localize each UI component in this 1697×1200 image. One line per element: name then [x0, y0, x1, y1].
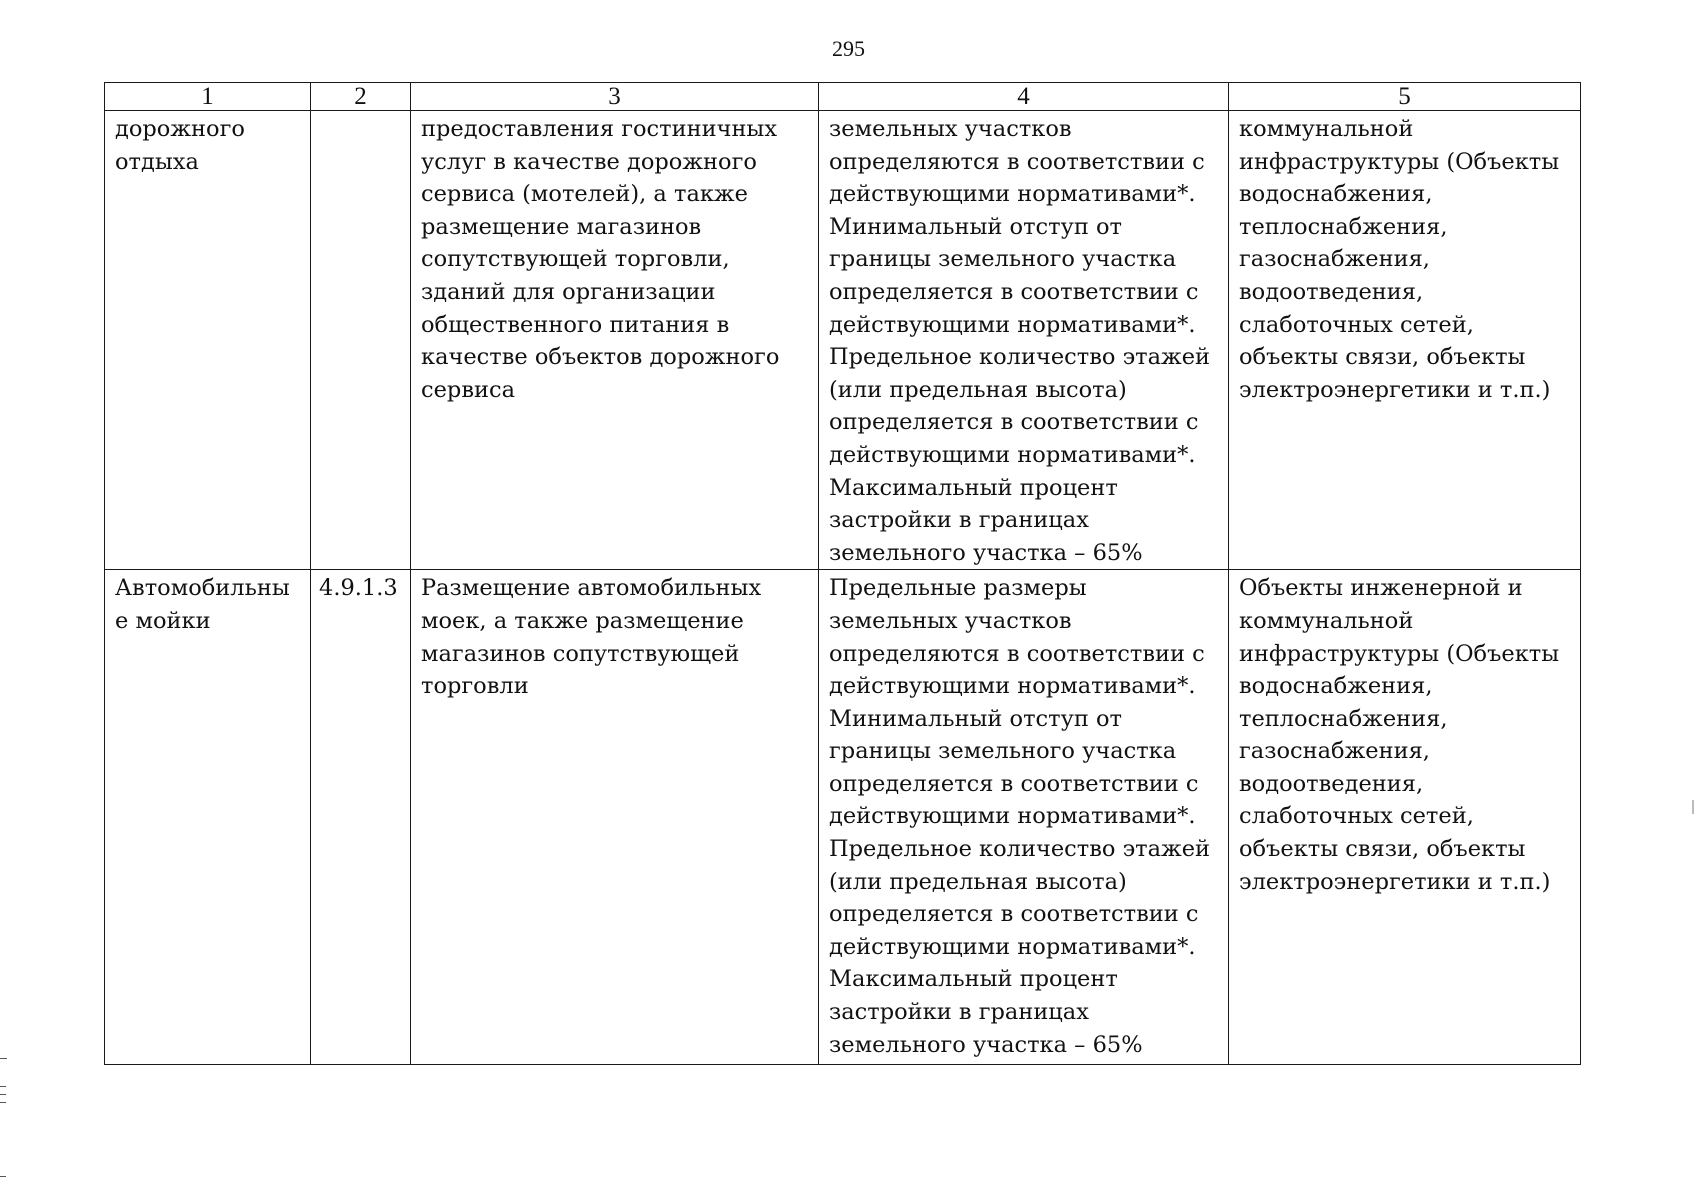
use-description-cell: предоставления гостиничных услуг в качестве дорожного сервиса (мотелей), а также размещение магазинов сопутствующей торговли, зданий для организации общественного питания в качестве объектов дорожного сервиса — [411, 111, 819, 570]
parameters-cell: Предельные размеры земельных участков определяются в соответствии с действующими нормативами*. Минимальный отступ от границы земельного участка определяется в соответствии с действующими нормативами*. Предельное количество этажей (или предельная высота) определяется в соответствии с действующими нормативами*. Максимальный процент застройки в границах земельного участка – 65% — [819, 570, 1229, 1065]
use-code-cell — [311, 111, 411, 570]
header-cell-5: 5 — [1229, 83, 1581, 111]
table-row — [105, 570, 1581, 1065]
header-cell-4: 4 — [819, 83, 1229, 111]
auxiliary-objects-cell: Объекты инженерной и коммунальной инфраструктуры (Объекты водоснабжения, теплоснабжения, газоснабжения, водоотведения, слаботочных сетей, объекты связи, объекты электроэнергетики и т.п.) — [1229, 570, 1581, 1065]
zoning-table — [104, 82, 1581, 1065]
scan-margin-mark — [0, 1094, 6, 1095]
scan-margin-mark — [0, 1058, 7, 1059]
table-header-row — [105, 83, 1581, 111]
header-cell-2: 2 — [311, 83, 411, 111]
scan-margin-mark — [0, 1086, 6, 1087]
use-name-cell: Автомобильны е мойки — [105, 570, 311, 1065]
header-cell-3: 3 — [411, 83, 819, 111]
table-row — [105, 111, 1581, 570]
use-description-cell: Размещение автомобильных моек, а также размещение магазинов сопутствующей торговли — [411, 570, 819, 1065]
use-name-cell: дорожного отдыха — [105, 111, 311, 570]
use-code-cell: 4.9.1.3 — [311, 570, 411, 1065]
scan-margin-mark — [0, 1176, 6, 1177]
scan-edge-mark — [1692, 800, 1694, 814]
auxiliary-objects-cell: коммунальной инфраструктуры (Объекты водоснабжения, теплоснабжения, газоснабжения, водоотведения, слаботочных сетей, объекты связи, объекты электроэнергетики и т.п.) — [1229, 111, 1581, 570]
scan-margin-mark — [0, 1102, 6, 1103]
header-cell-1: 1 — [105, 83, 311, 111]
page-number: 295 — [832, 36, 865, 61]
parameters-cell: земельных участков определяются в соответствии с действующими нормативами*. Минимальный отступ от границы земельного участка определяется в соответствии с действующими нормативами*. Предельное количество этажей (или предельная высота) определяется в соответствии с действующими нормативами*. Максимальный процент застройки в границах земельного участка – 65% — [819, 111, 1229, 570]
